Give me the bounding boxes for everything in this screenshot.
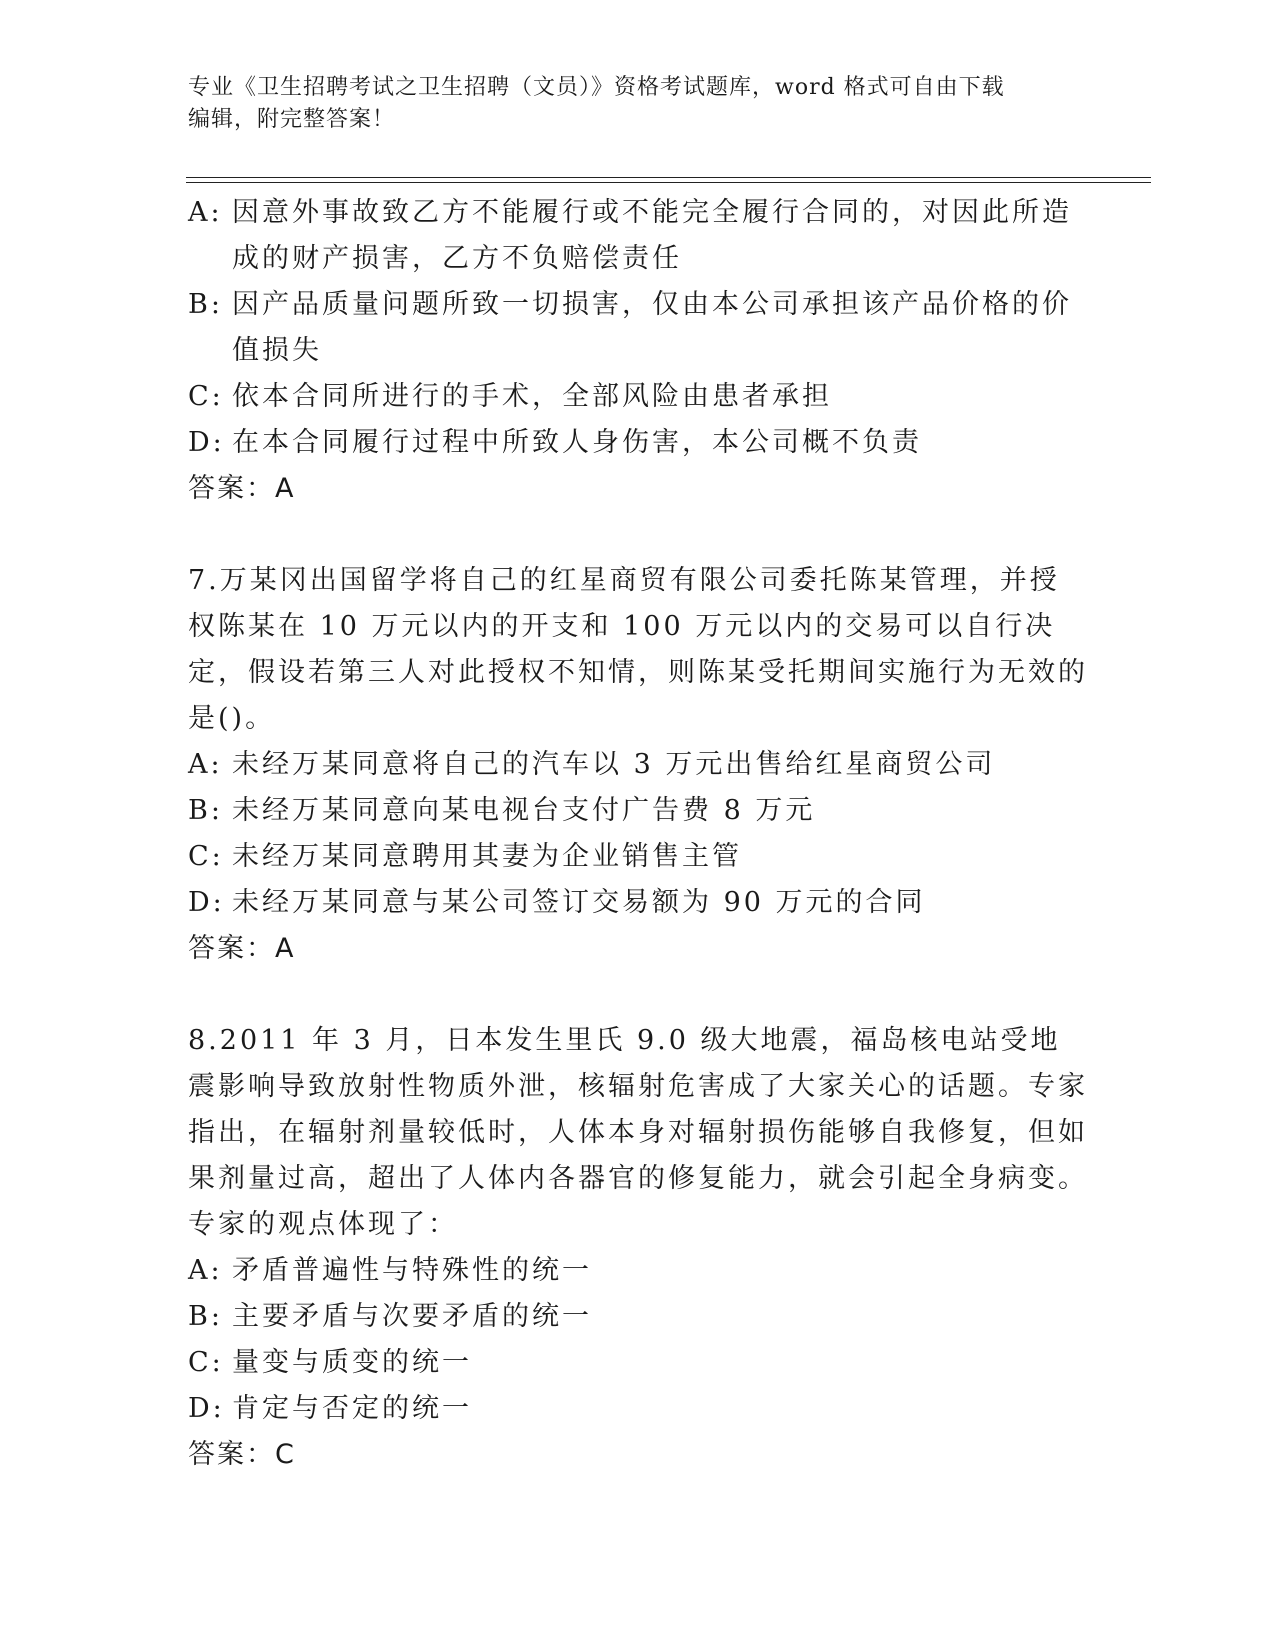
q7-option-d: D: 未经万某同意与某公司签订交易额为 90 万元的合同 xyxy=(188,887,926,918)
q8-question-text: 8.2011 年 3 月，日本发生里氏 9.0 级大地震，福岛核电站受地震影响导致放射性物质外泄，核辐射危害成了大家关心的话题。专家指出，在辐射剂量较低时，人体本身对辐射损伤能够自我修复，但如果剂量过高，超出了人体内各器官的修复能力，就会引起全身病变。专家的观点体现了： xyxy=(188,1025,1088,1240)
header-line-1: 专业《卫生招聘考试之卫生招聘（文员）》资格考试题库，word 格式可自由下载 xyxy=(188,75,1005,100)
page-header xyxy=(188,72,1068,136)
header-line-2: 编辑，附完整答案！ xyxy=(188,107,396,132)
q6-answer: 答案：A xyxy=(188,473,296,504)
q6-option-b: B: 因产品质量问题所致一切损害，仅由本公司承担该产品价格的价值损失 xyxy=(188,289,1072,366)
header-divider-top xyxy=(186,177,1151,178)
spacer xyxy=(188,972,1088,1018)
q8-option-c: C: 量变与质变的统一 xyxy=(188,1347,472,1378)
q7-option-c: C: 未经万某同意聘用其妻为企业销售主管 xyxy=(188,841,742,872)
q6-option-a: A: 因意外事故致乙方不能履行或不能完全履行合同的，对因此所造成的财产损害，乙方不负赔偿责任 xyxy=(188,197,1072,274)
question-list xyxy=(188,190,1088,1478)
q7-option-b: B: 未经万某同意向某电视台支付广告费 8 万元 xyxy=(188,795,816,826)
q8-option-d: D: 肯定与否定的统一 xyxy=(188,1393,472,1424)
q6-option-d: D: 在本合同履行过程中所致人身伤害，本公司概不负责 xyxy=(188,427,922,458)
question-8 xyxy=(188,1018,1088,1478)
question-6 xyxy=(188,190,1088,512)
q6-option-c: C: 依本合同所进行的手术，全部风险由患者承担 xyxy=(188,381,832,412)
q8-option-b: B: 主要矛盾与次要矛盾的统一 xyxy=(188,1301,592,1332)
q8-answer: 答案：C xyxy=(188,1439,296,1470)
question-7 xyxy=(188,558,1088,972)
header-divider-bottom xyxy=(186,182,1151,183)
spacer xyxy=(188,512,1088,558)
q8-option-a: A: 矛盾普遍性与特殊性的统一 xyxy=(188,1255,592,1286)
q7-question-text: 7.万某冈出国留学将自己的红星商贸有限公司委托陈某管理，并授权陈某在 10 万元以内的开支和 100 万元以内的交易可以自行决定，假设若第三人对此授权不知情，则陈某受托期间实施行为无效的是()。 xyxy=(188,565,1088,734)
q7-answer: 答案：A xyxy=(188,933,296,964)
q7-option-a: A: 未经万某同意将自己的汽车以 3 万元出售给红星商贸公司 xyxy=(188,749,996,780)
